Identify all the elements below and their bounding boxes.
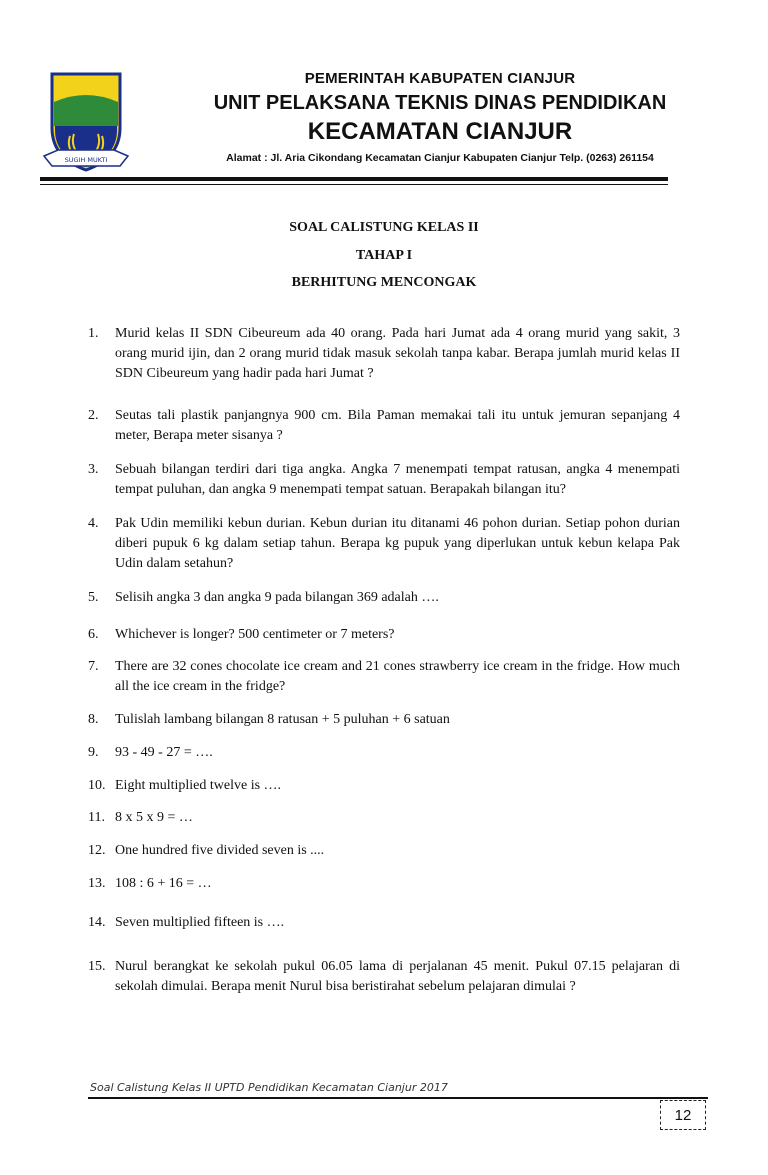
question-item: 3. Sebuah bilangan terdiri dari tiga angka. Angka 7 menempati tempat ratusan, angka 4 menempati tempat puluhan, dan angka 9 menempati tempat satuan. Berapakah bilangan itu? [88,462,680,497]
letterhead-divider [40,177,668,181]
document-stage: TAHAP I [355,248,413,263]
question-item: 12. One hundred five divided seven is .... [88,843,325,858]
question-item: 1. Murid kelas II SDN Cibeureum ada 40 orang. Pada hari Jumat ada 4 orang murid yang sakit, 3 orang murid ijin, dan 2 orang murid tidak masuk sekolah tanpa kabar. Berapa jumlah murid kelas II SDN Cibeureum yang hadir pada hari Jumat ? [88,326,680,381]
question-item: 7. There are 32 cones chocolate ice cream and 21 cones strawberry ice cream in the fridge. How much all the ice cream in the fridge? [88,659,680,694]
question-item: 10. Eight multiplied twelve is …. [88,778,282,793]
question-item: 11. 8 x 5 x 9 = … [88,810,193,825]
question-item: 6. Whichever is longer? 500 centimeter or 7 meters? [88,627,395,642]
letterhead-divider-thin [40,184,668,185]
question-item: 13. 108 : 6 + 16 = … [88,876,212,891]
regency-emblem-icon [40,70,132,174]
question-item: 15. Nurul berangkat ke sekolah pukul 06.05 lama di perjalanan 45 menit. Pukul 07.15 pelajaran di sekolah dimulai. Berapa menit Nurul bisa beristirahat sebelum pelajaran dimulai ? [88,959,680,994]
footer-divider [88,1097,708,1099]
letterhead-unit: UNIT PELAKSANA TEKNIS DINAS PENDIDIKAN [213,92,667,114]
question-item: 5. Selisih angka 3 dan angka 9 pada bilangan 369 adalah …. [88,590,439,605]
document-title: SOAL CALISTUNG KELAS II [289,220,479,235]
letterhead-address: Alamat : Jl. Aria Cikondang Kecamatan Cianjur Kabupaten Cianjur Telp. (0263) 261154 [226,152,654,164]
question-item: 2. Seutas tali plastik panjangnya 900 cm. Bila Paman memakai tali itu untuk jemuran sepanjang 4 meter, Berapa meter sisanya ? [88,408,680,443]
page-number: 12 [660,1100,706,1130]
document-topic: BERHITUNG MENCONGAK [291,275,477,290]
letterhead-government: PEMERINTAH KABUPATEN CIANJUR [304,70,576,87]
question-item: 4. Pak Udin memiliki kebun durian. Kebun durian itu ditanami 46 pohon durian. Setiap pohon durian diberi pupuk 6 kg dalam setiap tahun. Berapa kg pupuk yang diperlukan untuk kebun kelapa Pak Udin dalam setahun? [88,516,680,571]
footer-caption: Soal Calistung Kelas II UPTD Pendidikan Kecamatan Cianjur 2017 [90,1081,448,1094]
question-item: 8. Tulislah lambang bilangan 8 ratusan + 5 puluhan + 6 satuan [88,712,450,727]
question-item: 9. 93 - 49 - 27 = …. [88,745,213,760]
emblem-motto: SUGIH MUKTI [64,156,108,164]
question-item: 14. Seven multiplied fifteen is …. [88,915,285,930]
letterhead-district: KECAMATAN CIANJUR [307,118,573,145]
